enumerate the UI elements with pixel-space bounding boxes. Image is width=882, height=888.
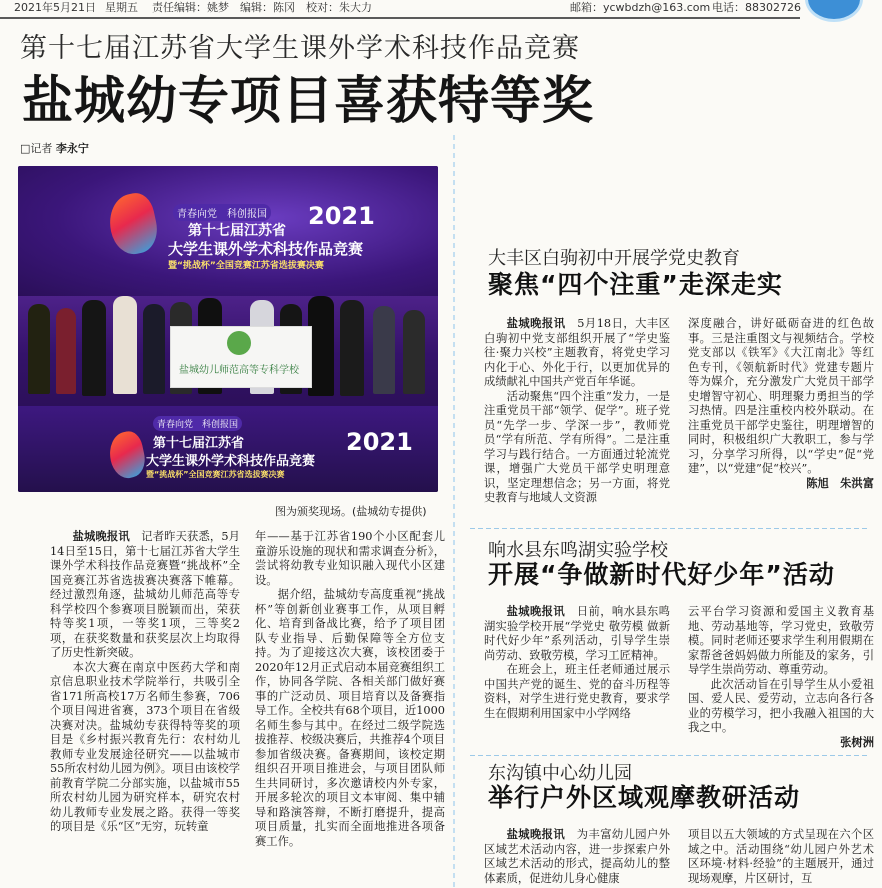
lead-column-2 <box>255 530 445 849</box>
story3-c1-p2-text: 在班会上，班主任老师通过展示中国共产党的诞生、党的奋斗历程等资料，对学生进行党史教育，要求学生在假期利用国家中小学网络 <box>484 663 670 720</box>
byline-name: 李永宁 <box>55 142 89 155</box>
story-divider-1 <box>470 528 870 529</box>
story2-column-2 <box>688 317 874 491</box>
story2-dateline: 盐城晚报讯 <box>506 317 566 330</box>
story-divider-2 <box>470 755 870 756</box>
lead-c2-p2 <box>255 588 445 849</box>
screen-top-line2: 大学生课外学术科技作品竞赛 <box>168 240 364 258</box>
story3-headline: 开展“争做新时代好少年”活动 <box>488 560 835 589</box>
story3-c2-p1 <box>688 605 874 678</box>
story3-c1-p2 <box>484 663 670 721</box>
lead-c1-p1 <box>50 530 240 661</box>
lead-c2-p1 <box>255 530 445 588</box>
header-email: 邮箱：ycwbdzh@163.com <box>570 1 711 14</box>
header-rule <box>0 17 800 19</box>
screen-bottom-slogan: 青春向党 科创报国 <box>153 416 242 431</box>
story3-column-2 <box>688 605 874 750</box>
story4-c2-p1 <box>688 828 874 886</box>
story2-subheadline: 大丰区白驹初中开展学党史教育 <box>488 248 740 269</box>
screen-top-slogan: 青春向党 科创报国 <box>173 204 271 221</box>
header-phone: 电话：88302726 <box>712 1 801 14</box>
story3-c2-p1-text: 云平台学习资源和爱国主义教育基地、劳动基地等，学习党史，致敬劳模。同时老师还要求学生利用假期在家帮爸爸妈妈做力所能及的家务，引导学生崇尚劳动、尊重劳动。 <box>688 605 874 676</box>
story4-subheadline: 东沟镇中心幼儿园 <box>488 763 632 784</box>
award-photo <box>18 166 438 492</box>
lead-kicker: 第十七届江苏省大学生课外学术科技作品竞赛 <box>20 33 580 64</box>
story2-c1-p1-text: 5月18日，大丰区白驹初中党支部组织开展了“学史鉴往·聚力兴校”主题教育，将党史学习内化于心、外化于行，以更加优异的成绩献礼中国共产党百年华诞。 <box>484 317 670 388</box>
lead-byline <box>20 140 89 156</box>
story4-c1-p1-text: 为丰富幼儿园户外区域艺术活动内容，进一步探索户外区域艺术活动的形式，提高幼儿的整体素质，促进幼儿身心健康 <box>484 828 670 885</box>
school-banner <box>170 326 312 388</box>
story3-column-1 <box>484 605 670 721</box>
lead-headline: 盐城幼专项目喜获特等奖 <box>22 72 595 131</box>
lead-c1-p2 <box>50 661 240 835</box>
story2-column-1 <box>484 317 670 506</box>
story2-c1-p2 <box>484 390 670 506</box>
lead-c1-p2-text: 本次大赛在南京中医药大学和南京信息职业技术学院举行，共吸引全省171所高校17万名师生参赛，706个项目闯进省赛，373个项目在省级决赛对决。盐城幼专获得特等奖的项目是《乡村振兴教育先行：农村幼儿教师专业发展途径研究——以盐城市55所农村幼儿园为例》。项目由该校学前教育学院二分部实施，以盐城市55所农村幼儿园为研究样本，研究农村幼儿教师专业发展之路。获得一等奖的项目是《乐“区”无穷，玩转童 <box>50 660 240 833</box>
story3-c2-p2 <box>688 678 874 736</box>
header-editors: 责任编辑：姚梦 编辑：陈冈 校对：朱大力 <box>152 1 372 14</box>
screen-top-line1: 第十七届江苏省 <box>188 223 286 239</box>
story4-column-1 <box>484 828 670 888</box>
lead-c2-p1-text: 年——基于江苏省190个小区配套儿童游乐设施的现状和需求调查分析》，尝试将幼教专业知识融入现代小区建设。 <box>255 530 445 587</box>
story2-c2-p1 <box>688 317 874 477</box>
story2-headline: 聚焦“四个注重”走深走实 <box>488 270 783 299</box>
story3-c1-p1 <box>484 605 670 663</box>
story2-signature: 陈旭 朱洪富 <box>806 476 874 490</box>
story3-subheadline: 响水县东鸣湖实验学校 <box>488 540 668 561</box>
story4-c1-p1 <box>484 828 670 886</box>
screen-top-year: 2021 <box>308 202 375 230</box>
story3-dateline: 盐城晚报讯 <box>506 605 566 618</box>
lead-column-1 <box>50 530 240 835</box>
story4-dateline: 盐城晚报讯 <box>506 828 566 841</box>
screen-bottom-year: 2021 <box>346 428 413 456</box>
school-emblem <box>227 331 251 355</box>
story3-c1-p1-text: 日前，响水县东鸣湖实验学校开展“学党史 敬劳模 做新时代好少年”系列活动，引导学生崇尚劳动、致敬劳模，学习工匠精神。 <box>484 605 670 662</box>
header-date: 2021年5月21日 <box>14 1 96 14</box>
story4-headline: 举行户外区域观摩教研活动 <box>488 783 801 812</box>
lead-c1-p1-text: 记者昨天获悉，5月14日至15日，第十七届江苏省大学生课外学术科技作品竞赛暨“挑战杯”全国竞赛江苏省选拔赛决赛落下帷幕。经过激烈角逐，盐城幼儿师范高等专科学校四个参赛项目脱颖而出，荣获特等奖1项，一等奖1项，三等奖2项，在获奖数量和获奖层次上均取得了历史性新突破。 <box>50 530 240 659</box>
column-divider <box>453 135 455 888</box>
header-weekday: 星期五 <box>105 1 138 14</box>
lead-c2-p2-text: 据介绍，盐城幼专高度重视“挑战杯”等创新创业赛事工作，从项目孵化、培育到备战比赛，给予了项目团队专业指导、后勤保障等全方位支持。为了迎接这次大赛，该校团委于2020年12月正式启动本届竞赛组织工作，协同各学院、各相关部门做好赛事的广泛动员、项目培育以及备赛指导工作。全校共有68个项目，近1000名师生参与其中。在经过二级学院选拔推荐、校级决赛后，共推荐4个项目参加省级决赛。备赛期间，该校定期组织召开项目推进会，与项目团队师生共同研讨，多次邀请校内外专家，开展多轮次的项目文本审阅、集中辅导和路演答辩，不断打磨提升，提高项目质量，扎实而全面地推进各项备赛工作。 <box>255 588 445 848</box>
screen-top-line3: 暨“挑战杯”全国竞赛江苏省选拔赛决赛 <box>168 261 324 271</box>
banner-text: 盐城幼儿师范高等专科学校 <box>179 365 299 376</box>
screen-bottom-line1: 第十七届江苏省 <box>153 436 245 451</box>
dateline: 盐城晚报讯 <box>72 530 130 543</box>
story3-c2-p2-text: 此次活动旨在引导学生从小爱祖国、爱人民、爱劳动，立志向各行各业的劳模学习，把小我融入祖国的大我之中。 <box>688 677 874 734</box>
photo-caption: 图为颁奖现场。(盐城幼专提供) <box>275 505 427 518</box>
story2-c1-p1 <box>484 317 670 390</box>
corner-logo <box>805 0 863 22</box>
story4-c2-p1-text: 项目以五大领域的方式呈现在六个区域之中。活动围绕“幼儿园户外艺术区环境·材料·经验”的主题展开，通过现场观摩，片区研讨，互 <box>688 828 874 885</box>
byline-label: □记者 <box>20 142 53 155</box>
story4-column-2 <box>688 828 874 888</box>
story2-c2-p1-text: 深度融合，讲好砥砺奋进的红色故事。三是注重图文与视频结合。学校党支部以《铁军》《大江南北》等红色专刊，《领航新时代》党建专题片等为媒介，充分激发广大党员干部学史增智守初心、明理聚力勇担当的学习热情。四是注重校内校外联动。在注重党员干部学史鉴往，明理增智的同时，积极组织广大教职工，参与学习，分享学习所得，以“学史”促“党建”，以“党建”促“校兴”。 <box>688 317 874 475</box>
screen-bottom-line3: 暨“挑战杯”全国竞赛江苏省选拔赛决赛 <box>146 470 285 479</box>
story2-c1-p2-text: 活动聚焦“四个注重”发力，一是注重党员干部“领学、促学”。班子党员“先学一步、学深一步”，教师党员“学有所范、学有所得”。二是注重学习与践行结合。一方面通过轮流党课，增强广大党员干部学史明理意识，坚定理想信念；另一方面，将党史教育与地域人文资源 <box>484 389 670 504</box>
screen-bottom-line2: 大学生课外学术科技作品竞赛 <box>146 454 316 469</box>
story3-signature: 张树洲 <box>840 735 874 749</box>
page-header <box>0 0 882 16</box>
